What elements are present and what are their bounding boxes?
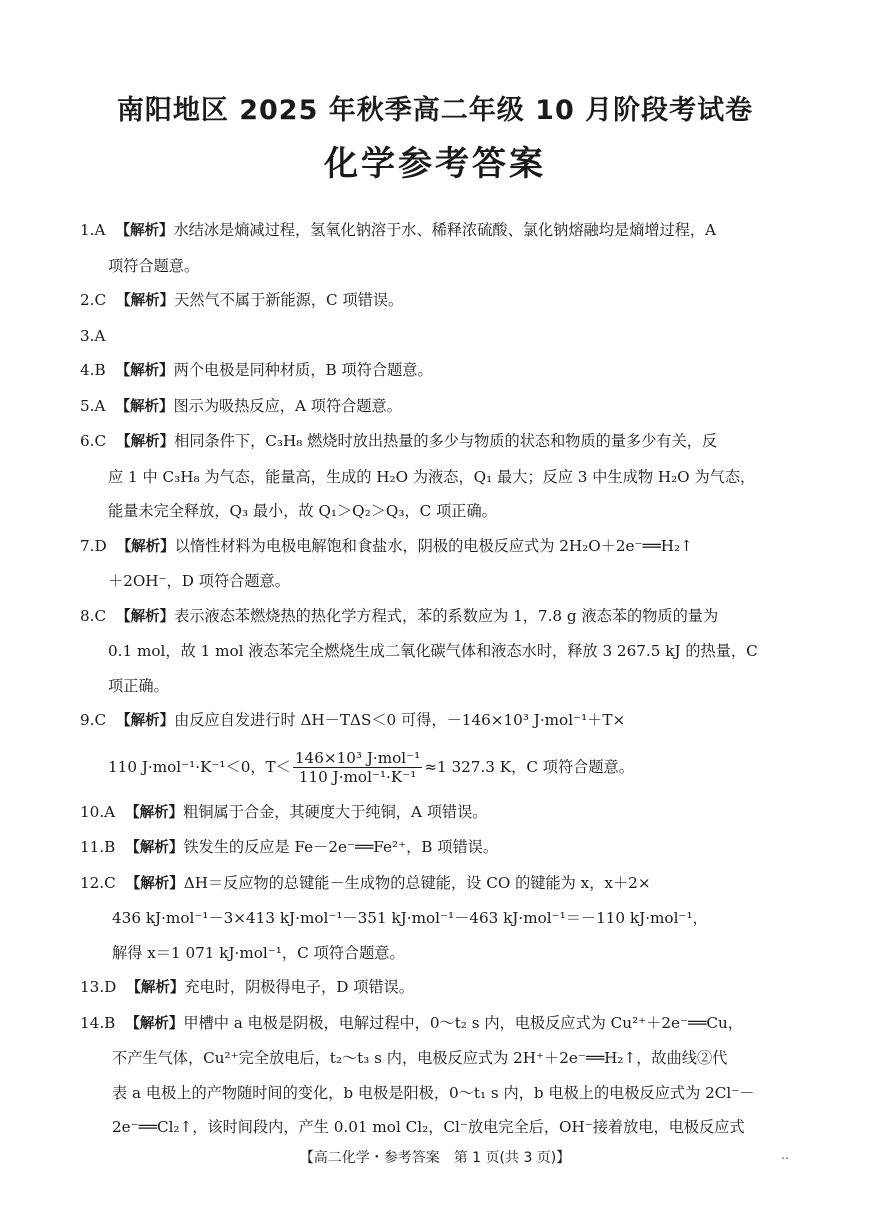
explanation-line: 项正确。: [108, 676, 169, 695]
item-answer: C: [94, 291, 107, 309]
item-number: 4.: [80, 361, 95, 379]
item-answer: C: [94, 606, 107, 625]
explanation-line: 436 kJ·mol⁻¹－3×413 kJ·mol⁻¹－351 kJ·mol⁻¹－463 kJ·mol⁻¹＝－110 kJ·mol⁻¹，: [112, 909, 708, 927]
answer-line: [80, 795, 792, 831]
explanation-text: 两个电极是同种材质，B 项符合题意。: [173, 361, 433, 379]
explanation-text: 图示为吸热反应，A 项符合题意。: [173, 396, 402, 415]
fraction: [293, 749, 422, 786]
explanation-text: 天然气不属于新能源，C 项错误。: [174, 291, 404, 309]
answer-line: [80, 1006, 792, 1042]
explanation-line: 表 a 电极上的产物随时间的变化，b 电极是阳极，0～t₁ s 内，b 电极上的电极反应式为 2Cl⁻－: [112, 1083, 755, 1102]
item-answer: A: [94, 221, 106, 239]
page-footer: 【高二化学・参考答案 第 1 页(共 3 页)】: [299, 1150, 571, 1166]
item-number: 10.: [80, 802, 105, 821]
answer-item: [80, 599, 792, 704]
explanation-line: 项符合题意。: [108, 256, 200, 275]
answer-item: [80, 970, 792, 1006]
answer-item: [80, 529, 792, 599]
item-number: 1.: [80, 221, 95, 239]
item-answer: C: [94, 432, 107, 450]
item-answer: D: [94, 536, 107, 555]
explanation-text: 铁发生的反应是 Fe－2e⁻══Fe²⁺，B 项错误。: [183, 838, 499, 856]
explanation-text: ΔH＝反应物的总键能－生成物的总键能，设 CO 的键能为 x，x＋2×: [183, 873, 651, 892]
footer-mark: ‥: [781, 1148, 790, 1162]
explanation-line: 2e⁻══Cl₂↑，该时间段内，产生 0.01 mol Cl₂，Cl⁻放电完全后，OH⁻接着放电，电极反应式: [112, 1118, 745, 1136]
answer-line: [80, 424, 792, 460]
analysis-tag: 【解析】: [116, 434, 175, 450]
explanation-line: 解得 x＝1 071 kJ·mol⁻¹，C 项符合题意。: [112, 943, 405, 962]
analysis-tag: 【解析】: [116, 608, 175, 625]
item-number: 12.: [80, 873, 105, 892]
explanation-line: 不产生气体，Cu²⁺完全放电后，t₂～t₃ s 内，电极反应式为 2H⁺＋2e⁻══H₂↑，故曲线②代: [112, 1049, 728, 1067]
explanation-line: 能量未完全释放，Q₃ 最小，故 Q₁＞Q₂＞Q₃，C 项正确。: [108, 502, 497, 520]
item-answer: D: [104, 978, 117, 996]
item-number: 3.: [80, 326, 95, 345]
explanation-text: 相同条件下，C₃H₈ 燃烧时放出热量的多少与物质的状态和物质的量多少有关，反: [174, 432, 718, 450]
item-number: 8.: [80, 606, 95, 625]
item-number: 2.: [80, 291, 95, 309]
item-answer: B: [104, 838, 116, 856]
explanation-text: 粗铜属于合金，其硬度大于纯铜，A 项错误。: [183, 802, 488, 821]
fraction-denominator: 110 J·mol⁻¹·K⁻¹: [298, 768, 417, 786]
answer-list: [80, 213, 792, 1145]
analysis-tag: 【解析】: [126, 980, 185, 996]
answer-item: [80, 319, 792, 354]
answer-item: [80, 830, 792, 866]
answer-line: [80, 703, 792, 739]
explanation-text: 甲槽中 a 电极是阴极，电解过程中，0～t₂ s 内，电极反应式为 Cu²⁺＋2e⁻══Cu，: [183, 1013, 743, 1032]
answer-line: [80, 389, 792, 425]
answer-line: [80, 213, 792, 249]
item-answer: C: [104, 873, 116, 892]
analysis-tag: 【解析】: [125, 840, 184, 856]
answer-line: [80, 970, 792, 1006]
answer-item: [80, 1006, 792, 1145]
item-answer: C: [94, 711, 107, 729]
analysis-tag: 【解析】: [116, 538, 175, 555]
explanation-text: 以惰性材料为电极电解饱和食盐水，阴极的电极反应式为 2H₂O＋2e⁻══H₂↑: [174, 536, 693, 555]
item-answer: A: [104, 802, 116, 821]
answer-line: [80, 830, 792, 866]
answer-key-title: 化学参考答案: [324, 144, 546, 184]
answer-item: [80, 283, 792, 319]
item-number: 11.: [80, 838, 105, 856]
answer-line: [80, 283, 792, 319]
item-answer: B: [104, 1013, 116, 1032]
answer-item: [80, 703, 792, 795]
item-number: 14.: [80, 1013, 105, 1032]
item-number: 13.: [80, 978, 105, 996]
analysis-tag: 【解析】: [116, 713, 175, 729]
answer-item: [80, 353, 792, 389]
answer-line: [80, 353, 792, 389]
explanation-line: 0.1 mol，故 1 mol 液态苯完全燃烧生成二氧化碳气体和液态水时，释放 3 267.5 kJ 的热量，C: [108, 642, 758, 660]
answer-item: [80, 213, 792, 283]
item-number: 7.: [80, 536, 95, 555]
item-number: 6.: [80, 432, 95, 450]
answer-item: [80, 866, 792, 971]
item-number: 5.: [80, 396, 95, 415]
answer-line: [80, 866, 792, 902]
answer-line: [80, 529, 792, 565]
item-answer: A: [94, 326, 106, 345]
analysis-tag: 【解析】: [115, 363, 174, 379]
item-answer: B: [94, 361, 106, 379]
explanation-text: 110 J·mol⁻¹·K⁻¹＜0，T＜: [108, 757, 291, 776]
analysis-tag: 【解析】: [115, 398, 174, 415]
answer-item: [80, 389, 792, 425]
explanation-text: 充电时，阴极得电子，D 项错误。: [184, 978, 414, 996]
explanation-text: 由反应自发进行时 ΔH－TΔS＜0 可得，－146×10³ J·mol⁻¹＋T×: [174, 711, 626, 729]
explanation-line: ＋2OH⁻，D 项符合题意。: [108, 572, 290, 590]
item-number: 9.: [80, 711, 95, 729]
explanation-line: 应 1 中 C₃H₈ 为气态，能量高，生成的 H₂O 为液态，Q₁ 最大；反应 3 中生成物 H₂O 为气态，: [108, 467, 756, 486]
analysis-tag: 【解析】: [125, 1015, 184, 1032]
answer-item: [80, 424, 792, 529]
explanation-text: ≈1 327.3 K，C 项符合题意。: [424, 757, 634, 776]
item-answer: A: [94, 396, 106, 415]
analysis-tag: 【解析】: [125, 804, 184, 821]
analysis-tag: 【解析】: [125, 875, 184, 892]
answer-line: [80, 599, 792, 635]
fraction-numerator: 146×10³ J·mol⁻¹: [294, 749, 421, 767]
explanation-text: 表示液态苯燃烧热的热化学方程式，苯的系数应为 1，7.8 g 液态苯的物质的量为: [174, 606, 719, 625]
answer-item: [80, 795, 792, 831]
exam-title: 南阳地区 2025 年秋季高二年级 10 月阶段考试卷: [116, 95, 754, 126]
analysis-tag: 【解析】: [115, 223, 174, 239]
explanation-text: 水结冰是熵减过程，氢氧化钠溶于水、稀释浓硫酸、氯化钠熔融均是熵增过程，A: [173, 221, 716, 239]
analysis-tag: 【解析】: [116, 293, 175, 309]
answer-line: [80, 319, 792, 354]
explanation-line: [80, 739, 792, 795]
